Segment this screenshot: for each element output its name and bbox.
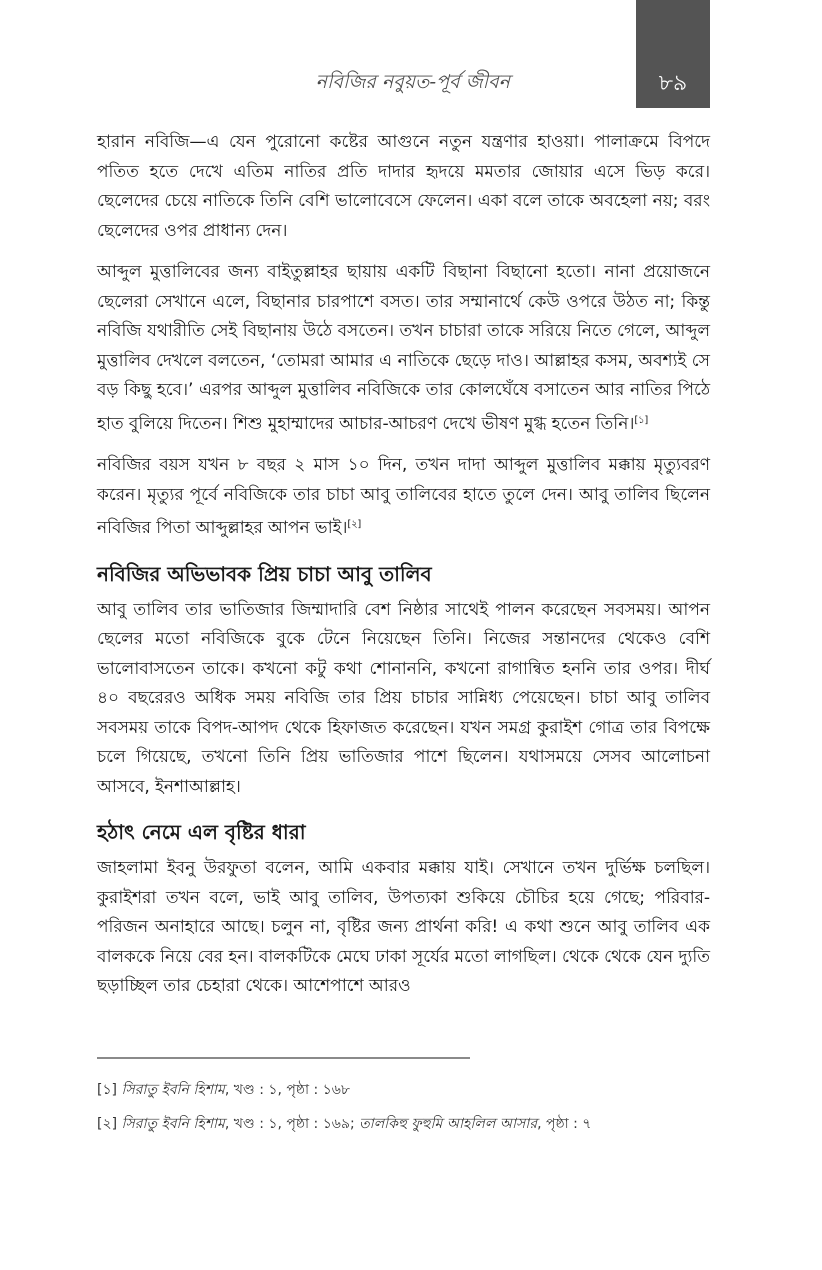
page-number-tab — [636, 0, 710, 108]
footnotes — [97, 1080, 710, 1148]
footnote-marker: [১] — [97, 1082, 118, 1098]
section-heading-guardian: নবিজির অভিভাবক প্রিয় চাচা আবু তালিব — [97, 561, 432, 586]
footnote-ref-2[interactable]: [২] — [347, 519, 362, 530]
paragraph-2-text: আব্দুল মুত্তালিবের জন্য বাইতুল্লাহর ছায়ায় একটি বিছানা বিছানো হতো। নানা প্রয়োজনে ছেলেরা সেখানে এলে, বিছানার চারপাশে বসত। তার সম্মানার্থে কেউ ওপরে উঠত না; কিন্তু নবিজি যথারীতি সেই বিছানায় উঠে বসতেন। তখন চাচারা তাকে সরিয়ে নিতে গেলে, আব্দুল মুত্তালিব দেখলে বলতেন, ‘তোমরা আমার এ নাতিকে ছেড়ে দাও। আল্লাহর কসম, অবশ্যই সে বড় কিছু হবে।’ এরপর আব্দুল মুত্তালিব নবিজিকে তার কোলঘেঁষে বসাতেন আর নাতির পিঠে হাত বুলিয়ে দিতেন। শিশু মুহাম্মাদের আচার-আচরণ দেখে ভীষণ মুগ্ধ হতেন তিনি। — [97, 262, 710, 434]
paragraph-1: হারান নবিজি—এ যেন পুরোনো কষ্টের আগুনে নতুন যন্ত্রণার হাওয়া। পালাক্রমে বিপদে পতিত হতে দেখে এতিম নাতির প্রতি দাদার হৃদয়ে মমতার জোয়ার এসে ভিড় করে। ছেলেদের চেয়ে নাতিকে তিনি বেশি ভালোবেসে ফেলেন। একা বলে তাকে অবহেলা নয়; বরং ছেলেদের ওপর প্রাধান্য দেন। — [97, 132, 710, 241]
paragraph-5: জাহলামা ইবনু উরফুতা বলেন, আমি একবার মক্কায় যাই। সেখানে তখন দুর্ভিক্ষ চলছিল। কুরাইশরা তখন বলে, ভাই আবু তালিব, উপত্যকা শুকিয়ে চৌচির হয়ে গেছে; পরিবার-পরিজন অনাহারে আছে। চলুন না, বৃষ্টির জন্য প্রার্থনা করি! এ কথা শুনে আবু তালিব এক বালককে নিয়ে বের হন। বালকটিকে মেঘে ঢাকা সূর্যের মতো লাগছিল। থেকে থেকে যেন দ্যুতি ছড়াচ্ছিল তার চেহারা থেকে। আশেপাশে আরও — [97, 858, 710, 996]
paragraph-3-text: নবিজির বয়স যখন ৮ বছর ২ মাস ১০ দিন, তখন দাদা আব্দুল মুত্তালিব মক্কায় মৃত্যুবরণ করেন। মৃত্যুর পূর্বে নবিজিকে তার চাচা আবু তালিবের হাতে তুলে দেন। আবু তালিব ছিলেন নবিজির পিতা আব্দুল্লাহর আপন ভাই। — [97, 455, 710, 538]
paragraph-4: আবু তালিব তার ভাতিজার জিম্মাদারি বেশ নিষ্ঠার সাথেই পালন করেছেন সবসময়। আপন ছেলের মতো নবিজিকে বুকে টেনে নিয়েছেন তিনি। নিজের সন্তানদের থেকেও বেশি ভালোবাসতেন তাকে। কখনো কটু কথা শোনাননি, কখনো রাগান্বিত হননি তার ওপর। দীর্ঘ ৪০ বছরেরও অধিক সময় নবিজি তার প্রিয় চাচার সান্নিধ্য পেয়েছেন। চাচা আবু তালিব সবসময় তাকে বিপদ-আপদ থেকে হিফাজত করেছেন। যখন সমগ্র কুরাইশ গোত্র তার বিপক্ষে চলে গিয়েছে, তখনো তিনি প্রিয় ভাতিজার পাশে ছিলেন। যথাসময়ে সেসব আলোচনা আসবে, ইনশাআল্লাহ। — [97, 599, 710, 797]
footnote-marker: [২] — [97, 1116, 118, 1132]
footnote-divider — [97, 1057, 470, 1059]
footnote-2 — [97, 1114, 710, 1134]
footnote-source-detail: , খণ্ড : ১, পৃষ্ঠা : ১৬৮ — [224, 1082, 350, 1098]
footnote-source-detail: , খণ্ড : ১, পৃষ্ঠা : ১৬৯; — [224, 1116, 355, 1132]
footnote-source-detail-2: , পৃষ্ঠা : ৭ — [537, 1116, 592, 1132]
footnote-source-title: সিরাতু ইবনি হিশাম — [121, 1116, 225, 1132]
footnote-ref-1[interactable]: [১] — [634, 414, 649, 426]
page-number: ৮৯ — [658, 71, 688, 96]
footnote-1 — [97, 1080, 710, 1100]
page-body — [97, 128, 710, 1014]
running-title: নবিজির নবুয়ত-পূর্ব জীবন — [315, 71, 510, 93]
footnote-source-title-2: তালকিহু ফুহুমি আহলিল আসার — [359, 1116, 538, 1132]
footnote-source-title: সিরাতু ইবনি হিশাম — [121, 1082, 225, 1098]
section-heading-rain: হঠাৎ নেমে এল বৃষ্টির ধারা — [97, 820, 306, 844]
paragraph-2 — [97, 258, 710, 439]
paragraph-3 — [97, 451, 710, 544]
